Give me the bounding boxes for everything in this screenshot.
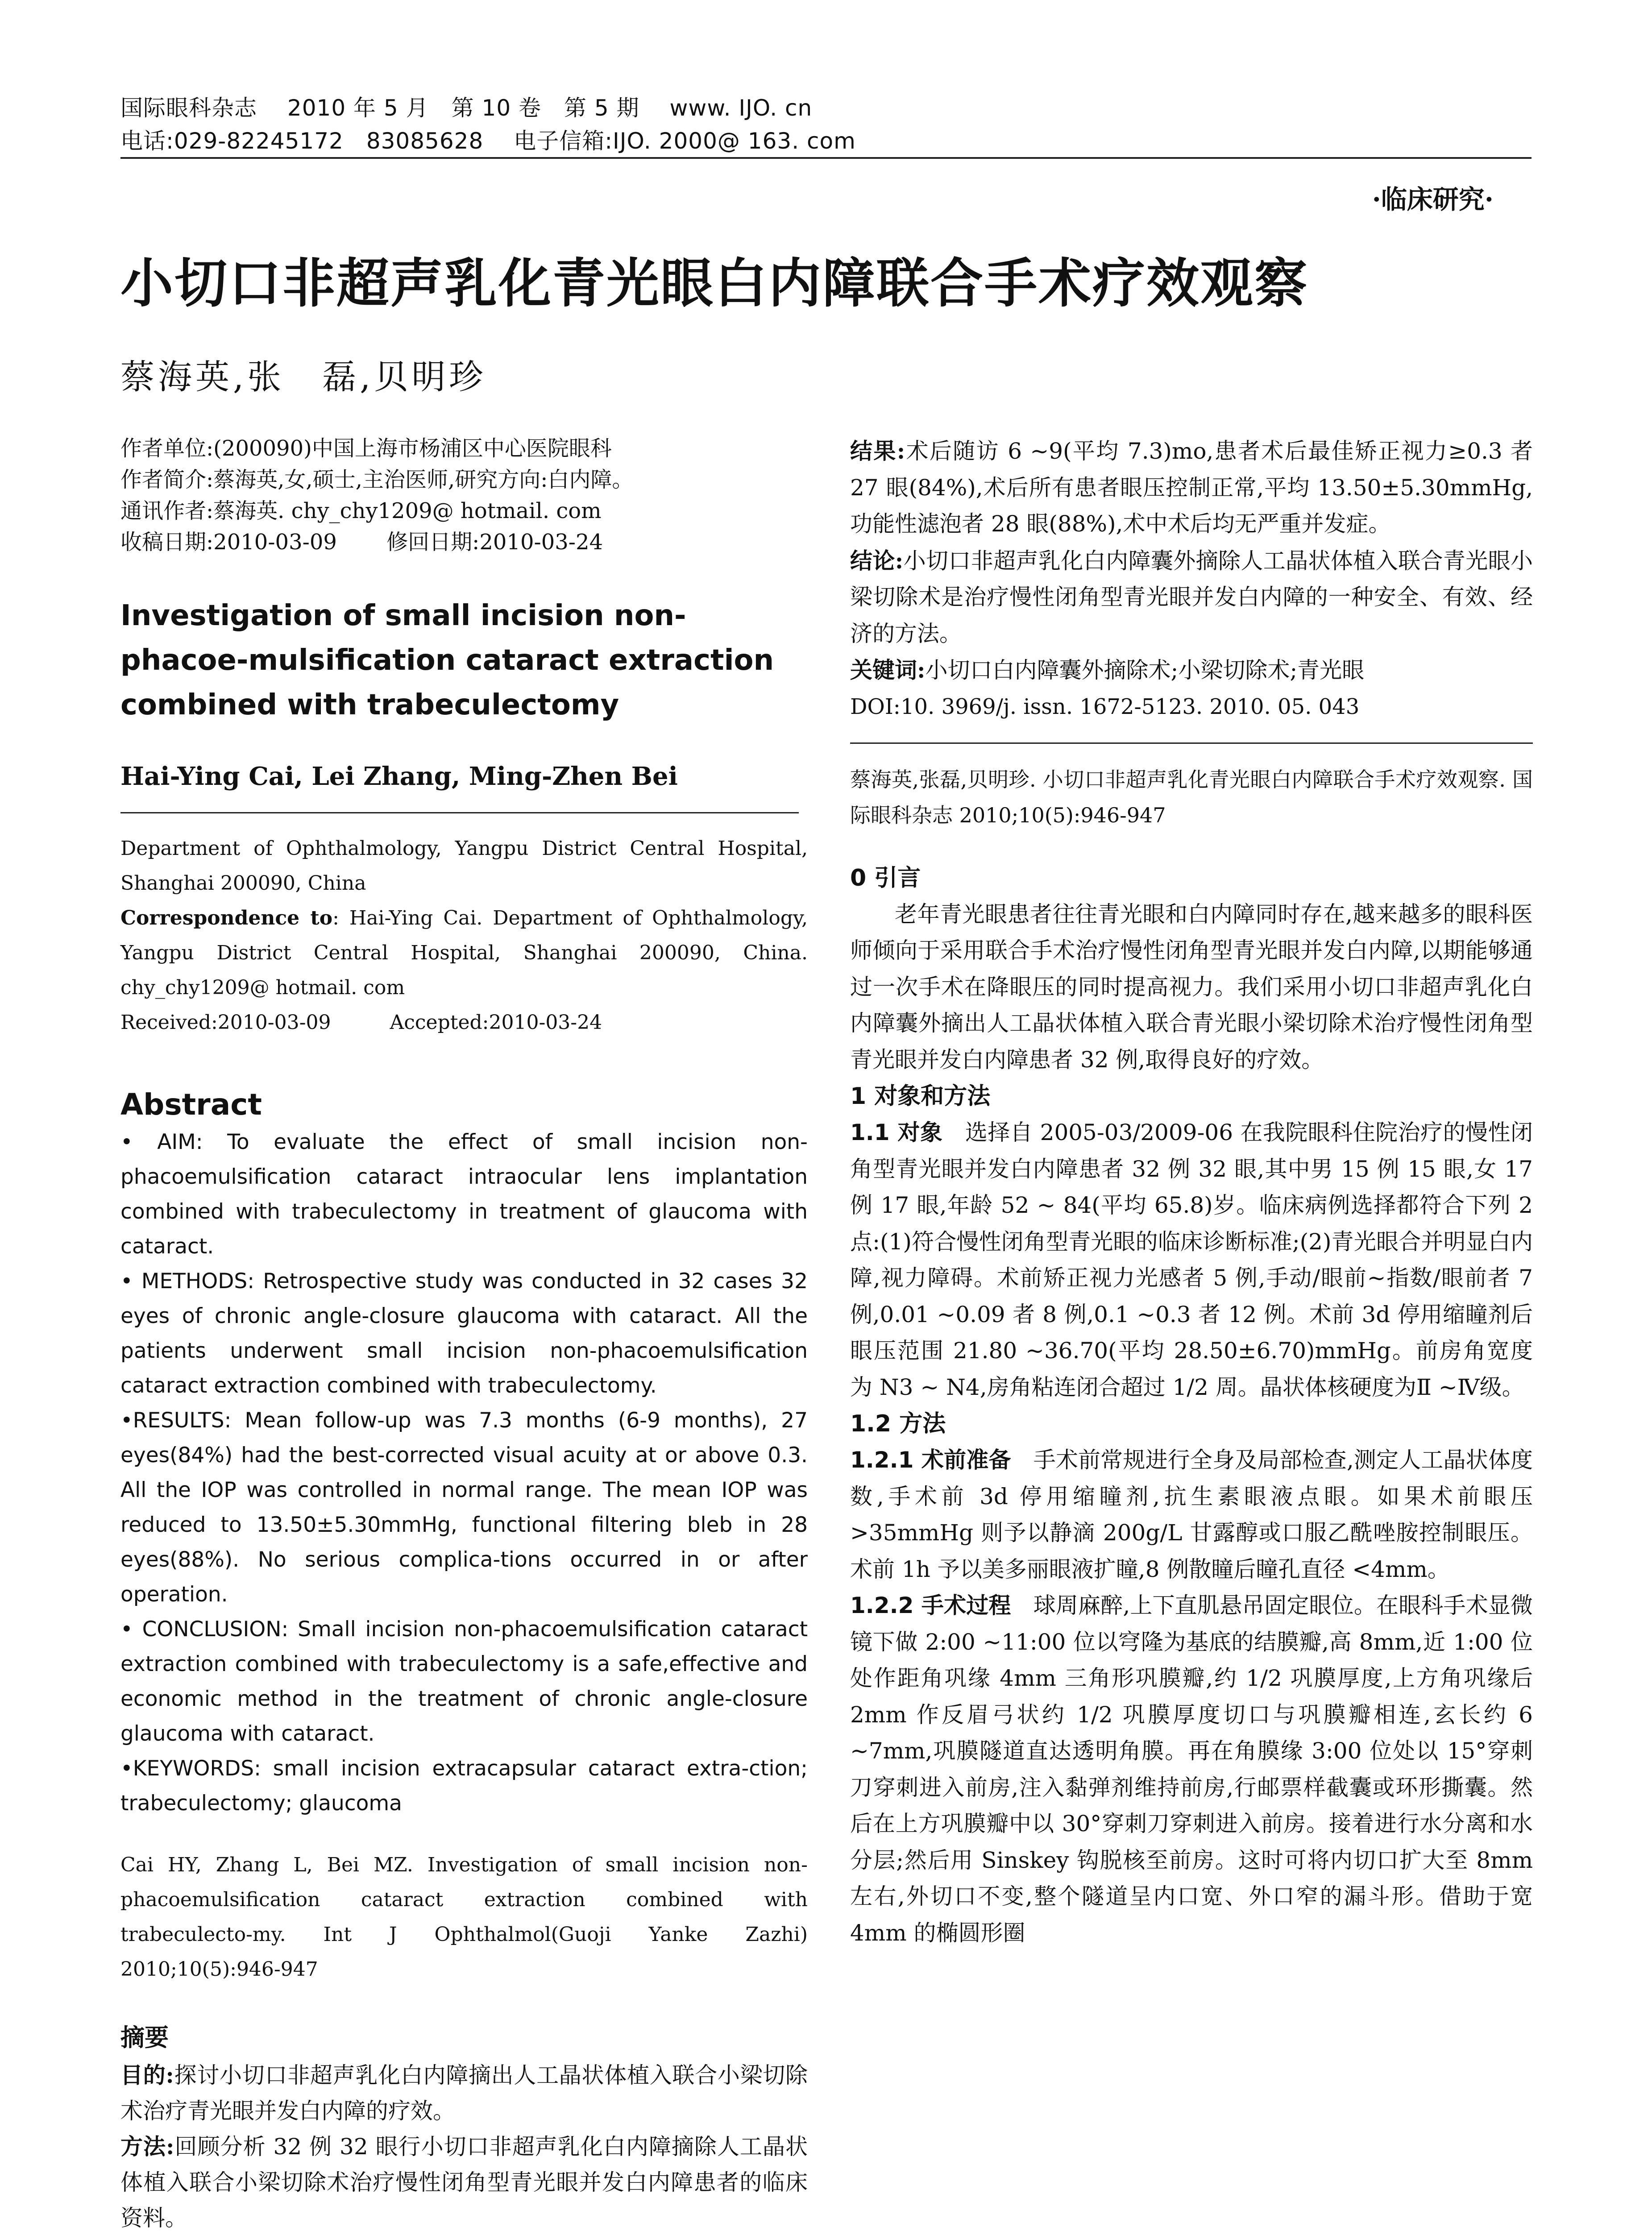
correspondence-text: : Hai-Ying Cai. Department of Ophthalmology, Yangpu District Central Hospital, Shanghai 200090, China. chy_chy1209@ hotmail. com bbox=[120, 907, 808, 999]
journal-header bbox=[120, 91, 1531, 158]
received-accepted: Received:2010-03-09 Accepted:2010-03-24 bbox=[120, 1011, 602, 1034]
section-preop-label: 1.2.1 术前准备 bbox=[850, 1447, 1011, 1473]
section-preop-text: 手术前常规进行全身及局部检查,测定人工晶状体度数,手术前 3d 停用缩瞳剂,抗生素眼液点眼。如果术前眼压 >35mmHg 则予以静滴 200g/L 甘露醇或口服乙酰唑胺控制眼压。术前 1h 予以美多丽眼液扩瞳,8 例散瞳后瞳孔直径 <4mm。 bbox=[850, 1447, 1533, 1582]
dates-cn: 收稿日期:2010-03-09 修回日期:2010-03-24 bbox=[120, 530, 603, 555]
title-rule bbox=[120, 812, 799, 813]
affiliation-block bbox=[120, 831, 808, 1040]
section-subjects-text: 选择自 2005-03/2009-06 在我院眼科住院治疗的慢性闭角型青光眼并发白内障患者 32 例 32 眼,其中男 15 例 15 眼,女 17 例 17 眼,年龄 52 ~ 84(平均 65.8)岁。临床病例选择都符合下列 2 点:(1)符合慢性闭角型青光眼的临床诊断标准;(2)青光眼合并明显白内障,视力障碍。术前矫正视力光感者 5 例,手动/眼前~指数/眼前者 7 例,0.01 ~0.09 者 8 例,0.1 ~0.3 者 12 例。术前 3d 停用缩瞳剂后眼压范围 21.80 ~36.70(平均 28.50±6.70)mmHg。前房角宽度为 N3 ~ N4,房角粘连闭合超过 1/2 周。晶状体核硬度为Ⅱ ~Ⅳ级。 bbox=[850, 1120, 1533, 1400]
abstract-conclusion: • CONCLUSION: Small incision non-phacoemulsification cataract extraction combined with trabeculectomy is a safe,effective and economic method in the treatment of chronic angle-closure glaucoma with cataract. bbox=[120, 1617, 808, 1746]
author-affiliation-cn: 作者单位:(200090)中国上海市杨浦区中心医院眼科 bbox=[120, 436, 612, 461]
abstract-cn-keywords-label: 关键词: bbox=[850, 657, 926, 683]
doi: DOI:10. 3969/j. issn. 1672-5123. 2010. 05. 043 bbox=[850, 694, 1360, 719]
section-subjects-label: 1.1 对象 bbox=[850, 1120, 943, 1145]
author-bio-cn: 作者简介:蔡海英,女,硕士,主治医师,研究方向:白内障。 bbox=[120, 467, 634, 492]
left-column bbox=[120, 433, 808, 2231]
correspondence-label: Correspondence to bbox=[120, 907, 333, 929]
abstract-keywords: •KEYWORDS: small incision extracapsular cataract extra-ction; trabeculectomy; glaucoma bbox=[120, 1756, 808, 1816]
section-subjects bbox=[850, 1115, 1533, 1406]
section-surgery bbox=[850, 1588, 1533, 1951]
abstract-cn-conclusion-label: 结论: bbox=[850, 547, 904, 574]
section-surgery-label: 1.2.2 手术过程 bbox=[850, 1592, 1011, 1618]
abstract-cn-conclusion bbox=[850, 543, 1533, 652]
abstract-cn-results-label: 结果: bbox=[850, 438, 905, 464]
affiliation-en: Department of Ophthalmology, Yangpu District Central Hospital, Shanghai 200090, China bbox=[120, 837, 808, 895]
header-contact-info: 电话:029-82245172 83085628 电子信箱:IJO. 2000@ 163. com bbox=[120, 128, 856, 154]
citation-en: Cai HY, Zhang L, Bei MZ. Investigation of small incision non-phacoemulsification cataract extraction combined with trabeculecto-my. Int J Ophthalmol(Guoji Yanke Zazhi) 2010;10(5):946-947 bbox=[120, 1854, 808, 1981]
header-rule bbox=[120, 157, 1532, 159]
corresponding-author-cn: 通讯作者:蔡海英. chy_chy1209@ hotmail. com bbox=[120, 498, 602, 523]
abstract-cn-keywords bbox=[850, 652, 1533, 689]
section-surgery-text: 球周麻醉,上下直肌悬吊固定眼位。在眼科手术显微镜下做 2:00 ~11:00 位以穹隆为基底的结膜瓣,高 8mm,近 1:00 位处作距角巩缘 4mm 三角形巩膜瓣,约 1/2 巩膜厚度,上方角巩缘后 2mm 作反眉弓状约 1/2 巩膜厚度切口与巩膜瓣相连,玄长约 6 ~7mm,巩膜隧道直达透明角膜。再在角膜缘 3:00 位处以 15°穿刺刀穿刺进入前房,注入黏弹剂维持前房,行邮票样截囊或环形撕囊。然后在上方巩膜瓣中以 30°穿刺刀穿刺进入前房。接着进行水分离和水分层;然后用 Sinskey 钩脱核至前房。这时可将内切口扩大至 8mm 左右,外切口不变,整个隧道呈内口宽、外口窄的漏斗形。借助于宽 4mm 的椭圆形圈 bbox=[850, 1592, 1533, 1946]
section-tag: ·临床研究· bbox=[1372, 184, 1494, 215]
right-column bbox=[850, 433, 1533, 1951]
abstract-cn-aim bbox=[120, 2057, 808, 2129]
authors-cn: 蔡海英,张 磊,贝明珍 bbox=[120, 357, 487, 397]
authors-en: Hai-Ying Cai, Lei Zhang, Ming-Zhen Bei bbox=[120, 762, 678, 791]
correspondence-en bbox=[120, 901, 808, 1005]
abstract-cn-methods bbox=[120, 2129, 808, 2231]
abstract-cn-results-text: 术后随访 6 ~9(平均 7.3)mo,患者术后最佳矫正视力≥0.3 者 27 眼(84%),术后所有患者眼压控制正常,平均 13.50±5.30mmHg,功能性滤泡者 28 眼(88%),术中术后均无严重并发症。 bbox=[850, 438, 1533, 537]
section-methods-heading: 1 对象和方法 bbox=[850, 1083, 991, 1110]
abstract-heading: Abstract bbox=[120, 1087, 262, 1122]
abstract-aim: • AIM: To evaluate the effect of small incision non-phacoemulsification cataract intraocular lens implantation combined with trabeculectomy in treatment of glaucoma with cataract. bbox=[120, 1130, 808, 1259]
abstract-cn-aim-text: 探讨小切口非超声乳化白内障摘出人工晶状体植入联合小梁切除术治疗青光眼并发白内障的疗效。 bbox=[120, 2062, 808, 2124]
abstract-results: •RESULTS: Mean follow-up was 7.3 months (6-9 months), 27 eyes(84%) had the best-corrected visual acuity at or above 0.3. All the IOP was controlled in normal range. The mean IOP was reduced to 13.50±5.30mmHg, functional filtering bleb in 28 eyes(88%). No serious complica-tions occurred in or after operation. bbox=[120, 1408, 808, 1607]
section-intro-heading: 0 引言 bbox=[850, 864, 921, 892]
abstract-cn-keywords-text: 小切口白内障囊外摘除术;小梁切除术;青光眼 bbox=[925, 657, 1365, 683]
citation-cn: 蔡海英,张磊,贝明珍. 小切口非超声乳化青光眼白内障联合手术疗效观察. 国际眼科杂志 2010;10(5):946-947 bbox=[850, 767, 1533, 827]
abstract-cn-conclusion-text: 小切口非超声乳化白内障囊外摘除人工晶状体植入联合青光眼小梁切除术是治疗慢性闭角型青光眼并发白内障的一种安全、有效、经济的方法。 bbox=[850, 547, 1533, 647]
abstract-cn-aim-label: 目的: bbox=[120, 2062, 174, 2088]
abstract-cn-methods-label: 方法: bbox=[120, 2133, 174, 2160]
article-title-en: Investigation of small incision non-phacoe-mulsification cataract extraction combined with trabeculectomy bbox=[120, 599, 774, 722]
abstract-methods: • METHODS: Retrospective study was conducted in 32 cases 32 eyes of chronic angle-closure glaucoma with cataract. All the patients underwent small incision non-phacoemulsification cataract extraction combined with trabeculectomy. bbox=[120, 1269, 808, 1398]
article-title-cn: 小切口非超声乳化青光眼白内障联合手术疗效观察 bbox=[120, 253, 1309, 314]
section-method-heading: 1.2 方法 bbox=[850, 1410, 946, 1437]
abstract-cn-heading: 摘要 bbox=[120, 2024, 169, 2052]
section-preop bbox=[850, 1442, 1533, 1588]
citation-rule bbox=[850, 742, 1533, 744]
header-journal-info: 国际眼科杂志 2010 年 5 月 第 10 卷 第 5 期 www. IJO. cn bbox=[120, 95, 813, 121]
section-intro-text: 老年青光眼患者往往青光眼和白内障同时存在,越来越多的眼科医师倾向于采用联合手术治疗慢性闭角型青光眼并发白内障,以期能够通过一次手术在降眼压的同时提高视力。我们采用小切口非超声乳化白内障囊外摘出人工晶状体植入联合青光眼小梁切除术治疗慢性闭角型青光眼并发白内障患者 32 例,取得良好的疗效。 bbox=[850, 901, 1533, 1073]
abstract-cn-results bbox=[850, 433, 1533, 543]
abstract-cn-methods-text: 回顾分析 32 例 32 眼行小切口非超声乳化白内障摘除人工晶状体植入联合小梁切除术治疗慢性闭角型青光眼并发白内障患者的临床资料。 bbox=[120, 2134, 808, 2231]
